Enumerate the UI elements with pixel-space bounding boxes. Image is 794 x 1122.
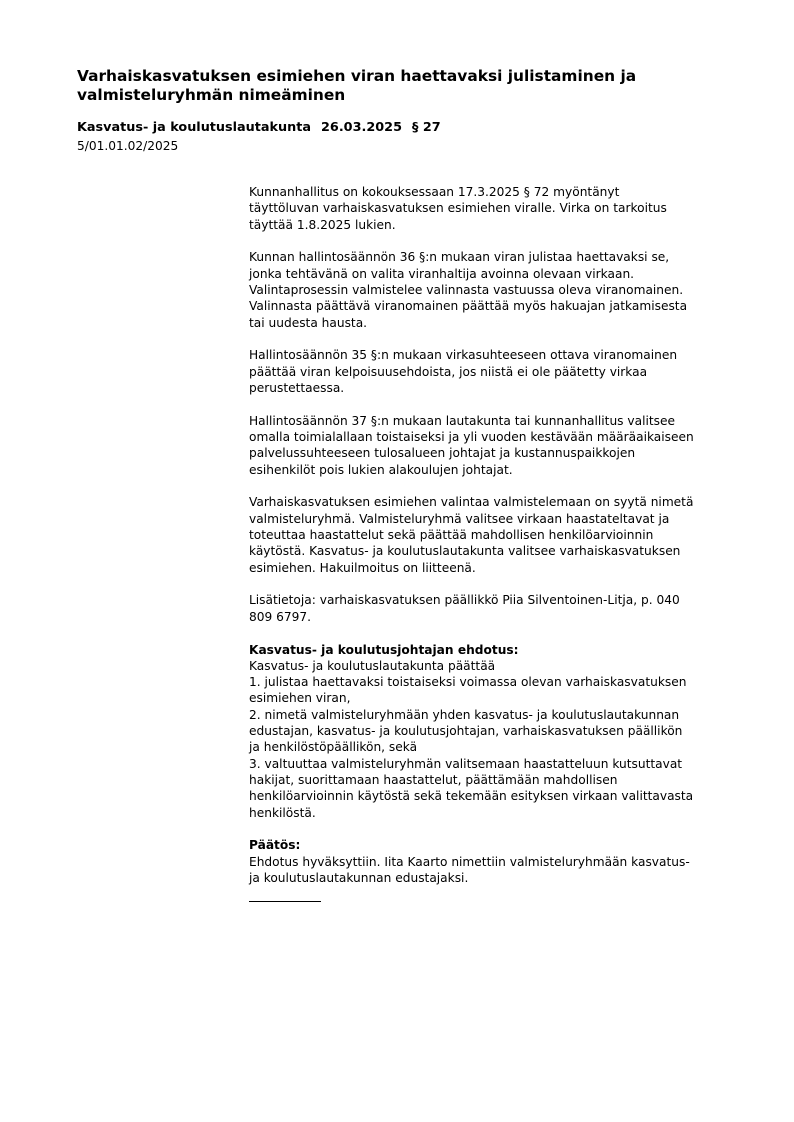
record-number: 5/01.01.02/2025 <box>77 139 179 153</box>
text-line: Hallintosäännön 37 §:n mukaan lautakunta tai kunnanhallitus valitsee <box>249 413 675 428</box>
page-title <box>77 67 677 105</box>
text-line: jonka tehtävänä on valita viranhaltija avoinna olevaan virkaan. <box>249 266 635 281</box>
text-line: tai uudesta hausta. <box>249 315 368 330</box>
title-line: valmisteluryhmän nimeäminen <box>77 86 346 104</box>
proposal-heading: Kasvatus- ja koulutusjohtajan ehdotus: <box>249 642 519 657</box>
text-line: Kasvatus- ja koulutuslautakunta päättää <box>249 658 496 673</box>
paragraph-section-37 <box>249 413 749 478</box>
text-line: täyttöluvan varhaiskasvatuksen esimiehen viralle. Virka on tarkoitus <box>249 201 667 216</box>
text-line: Valintaprosessin valmistelee valinnasta vastuussa oleva viranomainen. <box>249 282 684 297</box>
text-line: käytöstä. Kasvatus- ja koulutuslautakunta valitsee varhaiskasvatuksen <box>249 544 681 559</box>
paragraph-contact-info <box>249 592 749 625</box>
text-line: Kunnan hallintosäännön 36 §:n mukaan viran julistaa haettavaksi se, <box>249 250 670 265</box>
committee-name: Kasvatus- ja koulutuslautakunta <box>77 120 312 135</box>
text-line: ja henkilöstöpäällikön, sekä <box>249 740 418 755</box>
paragraph-working-group <box>249 494 749 575</box>
meeting-info <box>77 120 441 136</box>
text-line: 3. valtuuttaa valmisteluryhmän valitsemaan haastatteluun kutsuttavat <box>249 756 683 771</box>
signature-divider <box>249 901 321 902</box>
text-line: Ehdotus hyväksyttiin. Iita Kaarto nimettiin valmisteluryhmään kasvatus- <box>249 854 690 869</box>
text-line: palvelussuhteeseen tulosalueen johtajat ja kustannuspaikkojen <box>249 446 636 461</box>
paragraph-section-35 <box>249 347 749 396</box>
text-line: henkilöstä. <box>249 805 316 820</box>
text-line: Valinnasta päättävä viranomainen päättää myös hakuajan jatkamisesta <box>249 299 688 314</box>
text-line: esihenkilöt pois lukien alakoulujen johtajat. <box>249 462 513 477</box>
paragraph-permit <box>249 184 749 233</box>
text-line: täyttää 1.8.2025 lukien. <box>249 217 396 232</box>
decision-section <box>249 837 749 902</box>
proposal-section <box>249 642 749 821</box>
meeting-date: 26.03.2025 <box>321 120 402 135</box>
text-line: ja koulutuslautakunnan edustajaksi. <box>249 870 469 885</box>
text-line: Varhaiskasvatuksen esimiehen valintaa valmistelemaan on syytä nimetä <box>249 495 694 510</box>
decision-heading: Päätös: <box>249 838 301 853</box>
text-line: valmisteluryhmä. Valmisteluryhmä valitsee virkaan haastateltavat ja <box>249 511 670 526</box>
paragraph-section-36 <box>249 249 749 330</box>
text-line: Lisätietoja: varhaiskasvatuksen päällikkö Piia Silventoinen-Litja, p. 040 <box>249 593 680 608</box>
text-line: 1. julistaa haettavaksi toistaiseksi voimassa olevan varhaiskasvatuksen <box>249 675 687 690</box>
text-line: esimiehen viran, <box>249 691 351 706</box>
text-line: Kunnanhallitus on kokouksessaan 17.3.2025 § 72 myöntänyt <box>249 185 620 199</box>
text-line: perustettaessa. <box>249 380 345 395</box>
text-line: toteuttaa haastattelut sekä päättää mahdollisen henkilöarvioinnin <box>249 528 654 543</box>
text-line: 809 6797. <box>249 609 312 624</box>
title-line: Varhaiskasvatuksen esimiehen viran haettavaksi julistaminen ja <box>77 67 637 85</box>
text-line: Hallintosäännön 35 §:n mukaan virkasuhteeseen ottava viranomainen <box>249 348 678 363</box>
text-line: päättää viran kelpoisuusehdoista, jos niistä ei ole päätetty virkaa <box>249 364 648 379</box>
document-body <box>249 184 749 919</box>
text-line: esimiehen. Hakuilmoitus on liitteenä. <box>249 560 476 575</box>
text-line: henkilöarvioinnin käytöstä sekä tekemään esityksen virkaan valittavasta <box>249 789 694 804</box>
text-line: omalla toimialallaan toistaiseksi ja yli vuoden kestävään määräaikaiseen <box>249 430 694 445</box>
text-line: edustajan, kasvatus- ja koulutusjohtajan, varhaiskasvatuksen päällikön <box>249 724 683 739</box>
text-line: hakijat, suorittamaan haastattelut, päättämään mahdollisen <box>249 772 618 787</box>
text-line: 2. nimetä valmisteluryhmään yhden kasvatus- ja koulutuslautakunnan <box>249 707 680 722</box>
section-number: § 27 <box>411 120 441 135</box>
